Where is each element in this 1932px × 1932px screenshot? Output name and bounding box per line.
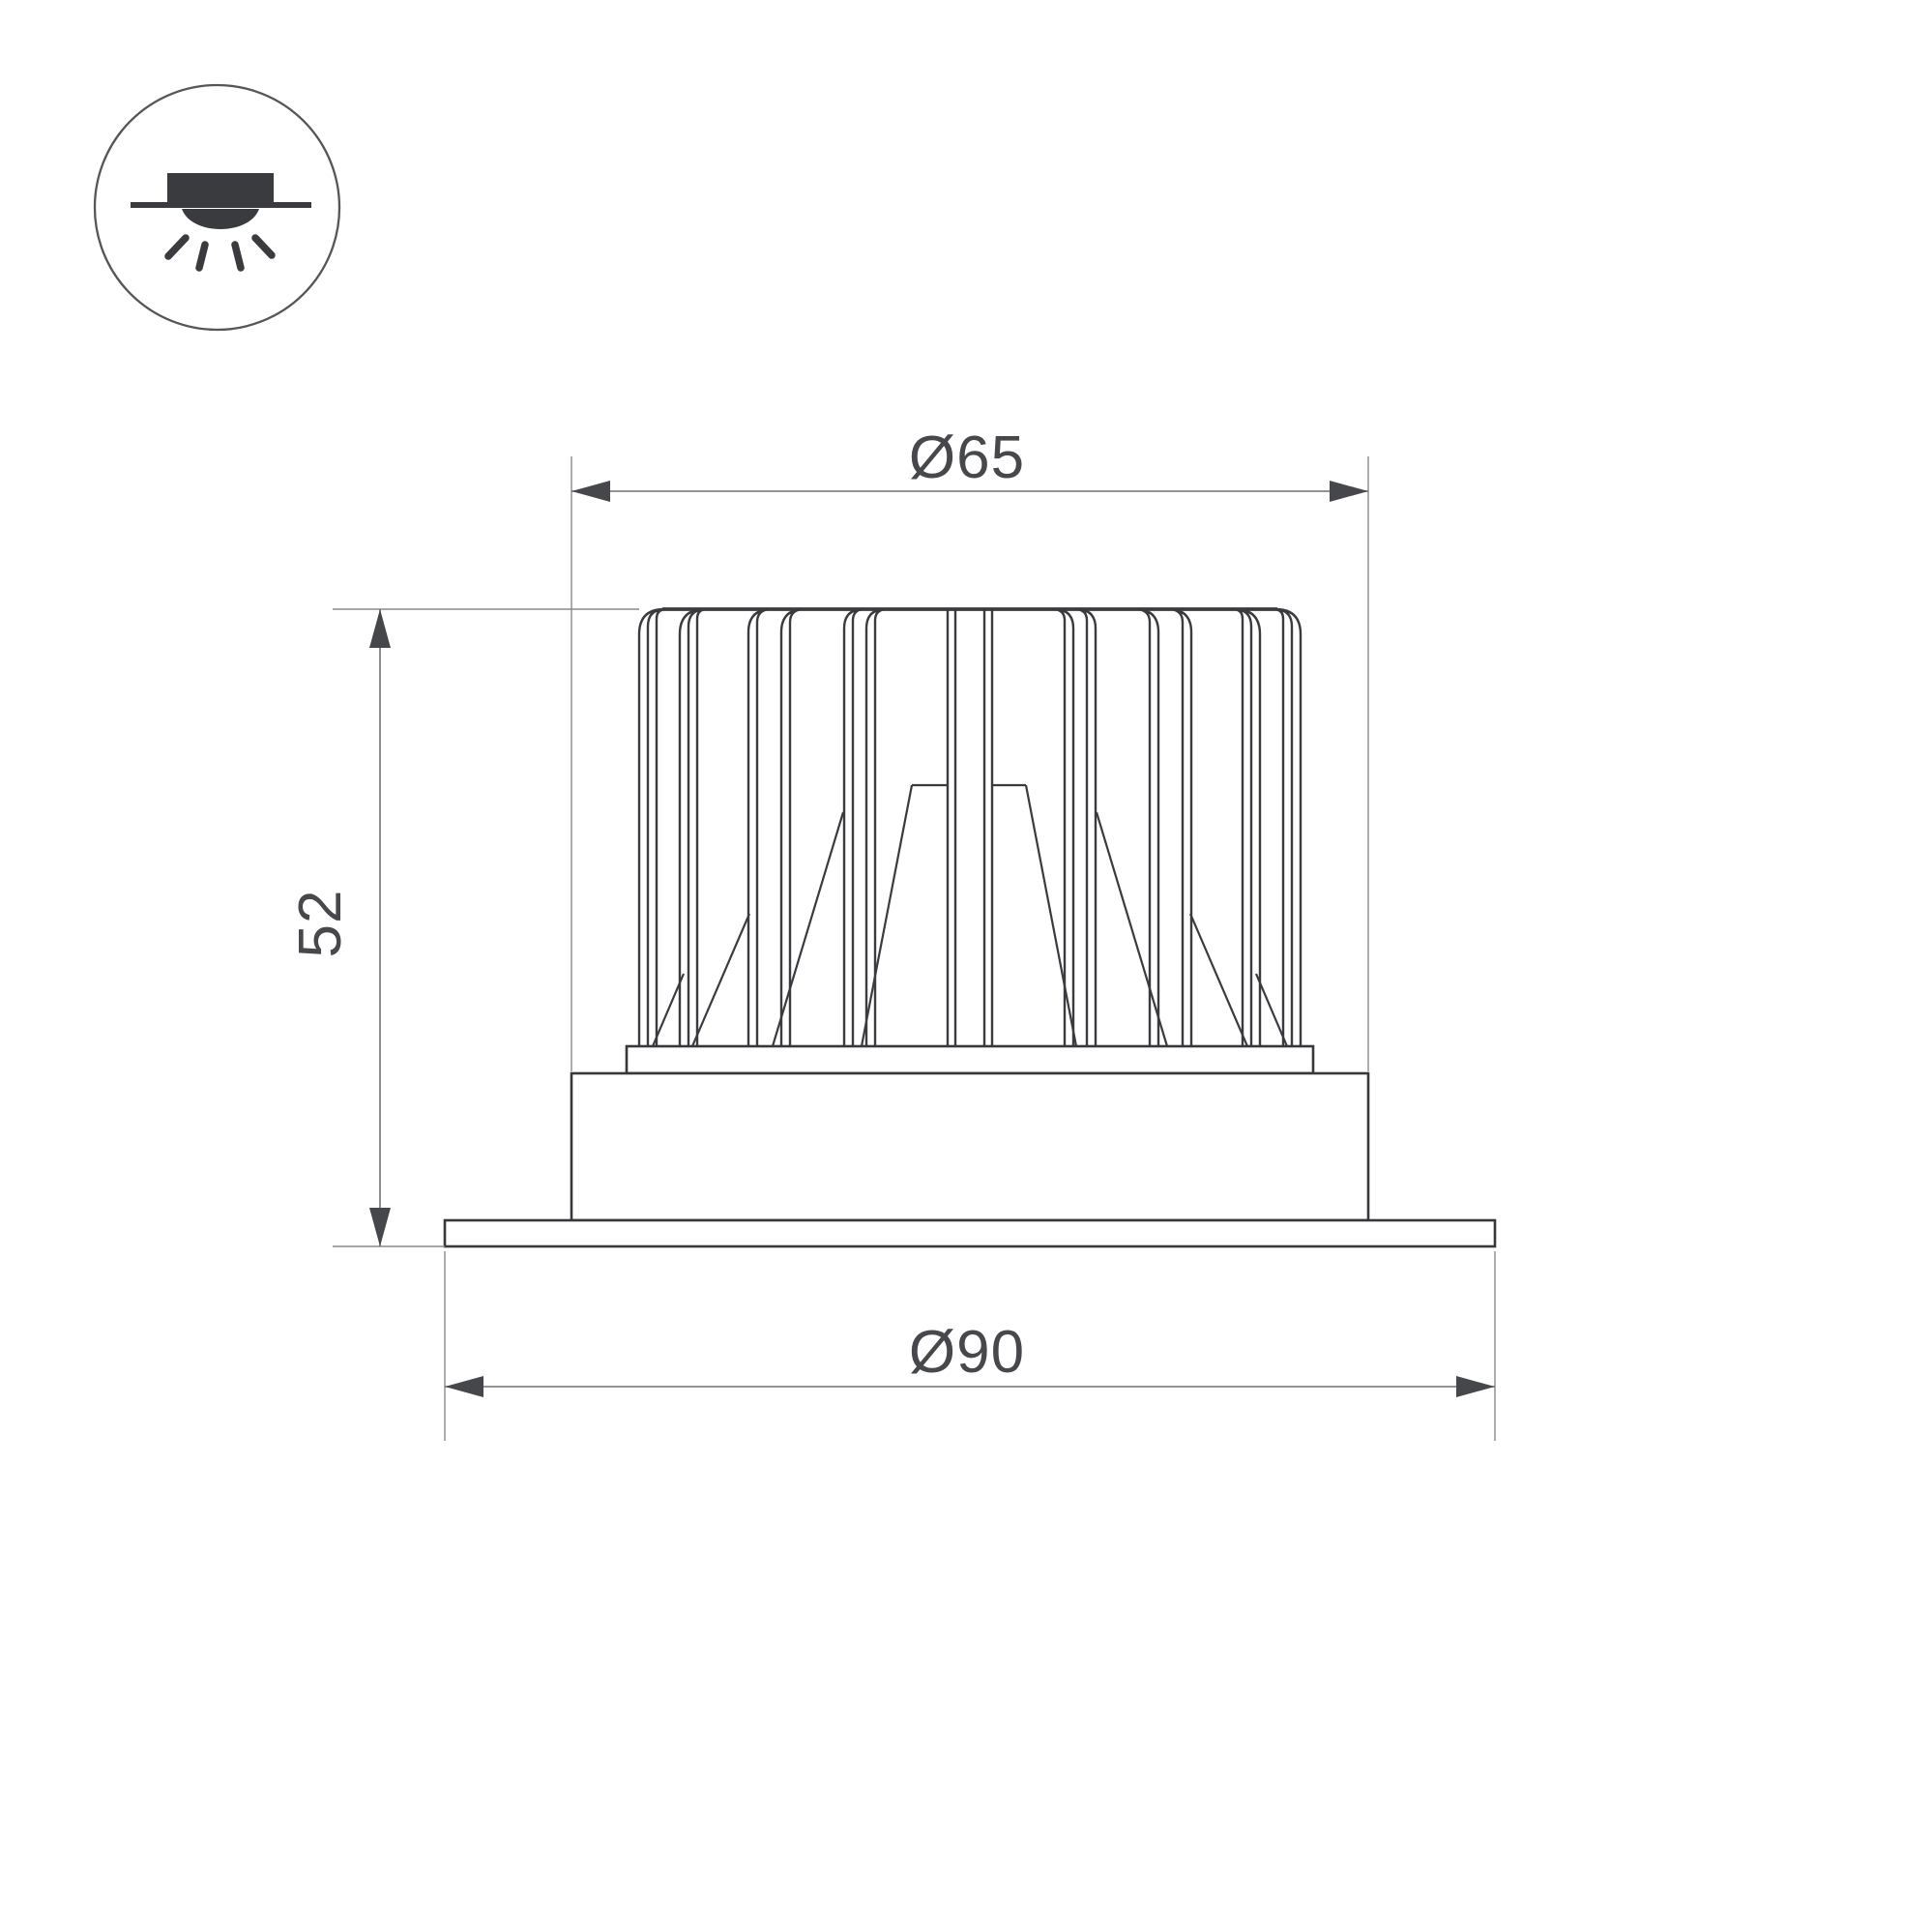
light-dome-glyph bbox=[182, 209, 259, 229]
heatsink-fins-right bbox=[984, 609, 1301, 1046]
arrow-up-icon bbox=[369, 609, 391, 648]
dimension-label-cutout-diameter: Ø65 bbox=[908, 424, 1026, 491]
recessed-downlight-icon bbox=[95, 85, 339, 330]
arrow-left-icon bbox=[445, 1376, 483, 1397]
trim-flange bbox=[445, 1220, 1495, 1246]
dimension-flange-diameter bbox=[445, 1251, 1495, 1441]
fixture-body-glyph bbox=[167, 173, 274, 203]
arrow-right-icon bbox=[1330, 481, 1368, 502]
heatsink-base-plate bbox=[627, 1046, 1313, 1073]
ceiling-line-glyph bbox=[131, 202, 311, 208]
arrow-down-icon bbox=[369, 1208, 391, 1246]
dimension-cutout-diameter bbox=[571, 424, 1368, 1071]
arrow-right-icon bbox=[1456, 1376, 1495, 1397]
heatsink-fins-left bbox=[639, 609, 955, 1046]
dimension-label-flange-diameter: Ø90 bbox=[908, 1319, 1026, 1386]
fixture-front-view bbox=[445, 609, 1495, 1246]
arrow-left-icon bbox=[571, 481, 610, 502]
light-rays-glyph bbox=[168, 238, 272, 268]
extension-lines-65 bbox=[571, 456, 1368, 1071]
dimension-label-height: 52 bbox=[287, 889, 354, 958]
housing-body bbox=[571, 1073, 1368, 1220]
